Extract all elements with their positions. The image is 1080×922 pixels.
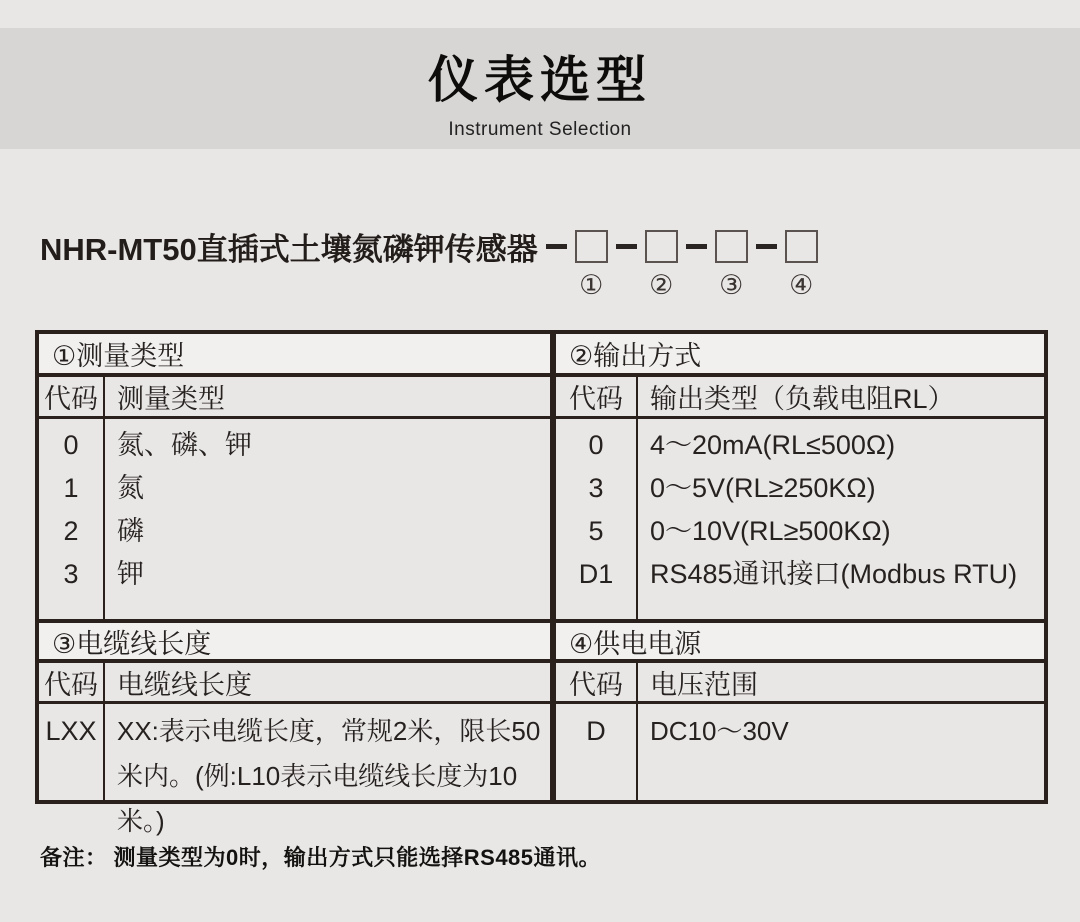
output-type-value: 4～20mA(RL≤500Ω)	[650, 430, 896, 460]
section-header-cable-length: ③电缆线长度	[39, 623, 550, 663]
remark-text: 测量类型为0时，输出方式只能选择RS485通讯。	[113, 845, 602, 870]
page-subtitle: Instrument Selection	[448, 119, 632, 140]
code-value: LXX	[45, 716, 97, 746]
selection-slot-1	[575, 230, 608, 300]
section-header-power-supply: ④供电电源	[556, 623, 1044, 663]
model-ordering-line	[40, 222, 818, 300]
subheader-power-supply	[556, 663, 1044, 704]
subheader-cable-length	[39, 663, 550, 704]
code-column	[39, 704, 105, 800]
code-value: 3	[588, 473, 604, 503]
column-header-code: 代码	[39, 663, 105, 701]
code-column	[556, 704, 638, 800]
position-number-4: ④	[789, 269, 814, 300]
selection-box-icon	[645, 230, 678, 263]
subheader-output-mode	[556, 377, 1044, 419]
output-type-value: 0～5V(RL≥250KΩ)	[650, 473, 876, 503]
section-header-output-mode: ②输出方式	[556, 334, 1044, 377]
code-value: 3	[63, 559, 79, 589]
table-right-half	[553, 334, 1044, 800]
column-header-voltage-range: 电压范围	[650, 669, 758, 700]
selection-slot-2	[645, 230, 678, 300]
selection-table	[35, 330, 1048, 836]
column-header-output-type: 输出类型（负载电阻RL）	[650, 384, 955, 414]
cable-length-description: XX:表示电缆长度，常规2米，限长50米内。(例:L10表示电缆线长度为10米。)	[117, 716, 541, 836]
dash-separator	[616, 244, 637, 249]
remark-note	[40, 841, 601, 872]
selection-slot-3	[715, 230, 748, 300]
measure-type-value: 氮	[117, 473, 144, 503]
position-number-3: ③	[719, 269, 744, 300]
code-value: 1	[63, 473, 79, 503]
column-header-measure-type: 测量类型	[117, 384, 225, 414]
column-header-code: 代码	[39, 377, 105, 416]
value-column	[105, 704, 550, 836]
dash-separator	[546, 244, 567, 249]
measure-type-value: 氮、磷、钾	[117, 430, 252, 460]
table-left-half	[39, 334, 553, 836]
code-value: D1	[578, 559, 614, 589]
dash-separator	[756, 244, 777, 249]
section-header-measure-type: ①测量类型	[39, 334, 550, 377]
code-column	[556, 419, 638, 619]
measure-type-value: 钾	[117, 559, 144, 589]
column-header-code: 代码	[556, 663, 638, 701]
code-value: 0	[588, 430, 604, 460]
column-header-cable-length: 电缆线长度	[117, 669, 252, 700]
code-value: D	[586, 716, 606, 746]
position-number-2: ②	[649, 269, 674, 300]
code-value: 5	[588, 516, 604, 546]
selection-box-icon	[785, 230, 818, 263]
column-header-code: 代码	[556, 377, 638, 416]
section-body-cable-length	[39, 704, 550, 836]
section-body-output-mode	[556, 419, 1044, 623]
dash-separator	[686, 244, 707, 249]
code-column	[39, 419, 105, 619]
selection-box-icon	[715, 230, 748, 263]
page-title: 仪表选型	[428, 52, 652, 108]
output-type-value: 0～10V(RL≥500KΩ)	[650, 516, 891, 546]
subheader-measure-type	[39, 377, 550, 419]
remark-label: 备注：	[40, 845, 108, 870]
value-column	[105, 419, 550, 619]
position-number-1: ①	[579, 269, 604, 300]
section-body-power-supply	[556, 704, 1044, 800]
selection-box-icon	[575, 230, 608, 263]
code-value: 0	[63, 430, 79, 460]
code-value: 2	[63, 516, 79, 546]
voltage-range-value: DC10～30V	[650, 716, 789, 746]
page-header-band	[0, 28, 1080, 149]
value-column	[638, 704, 1044, 800]
selection-slot-4	[785, 230, 818, 300]
measure-type-value: 磷	[117, 516, 144, 546]
section-body-measure-type	[39, 419, 550, 623]
model-name-label: NHR-MT50直插式土壤氮磷钾传感器	[40, 231, 538, 267]
output-type-value: RS485通讯接口(Modbus RTU)	[650, 559, 1018, 589]
value-column	[638, 419, 1044, 619]
